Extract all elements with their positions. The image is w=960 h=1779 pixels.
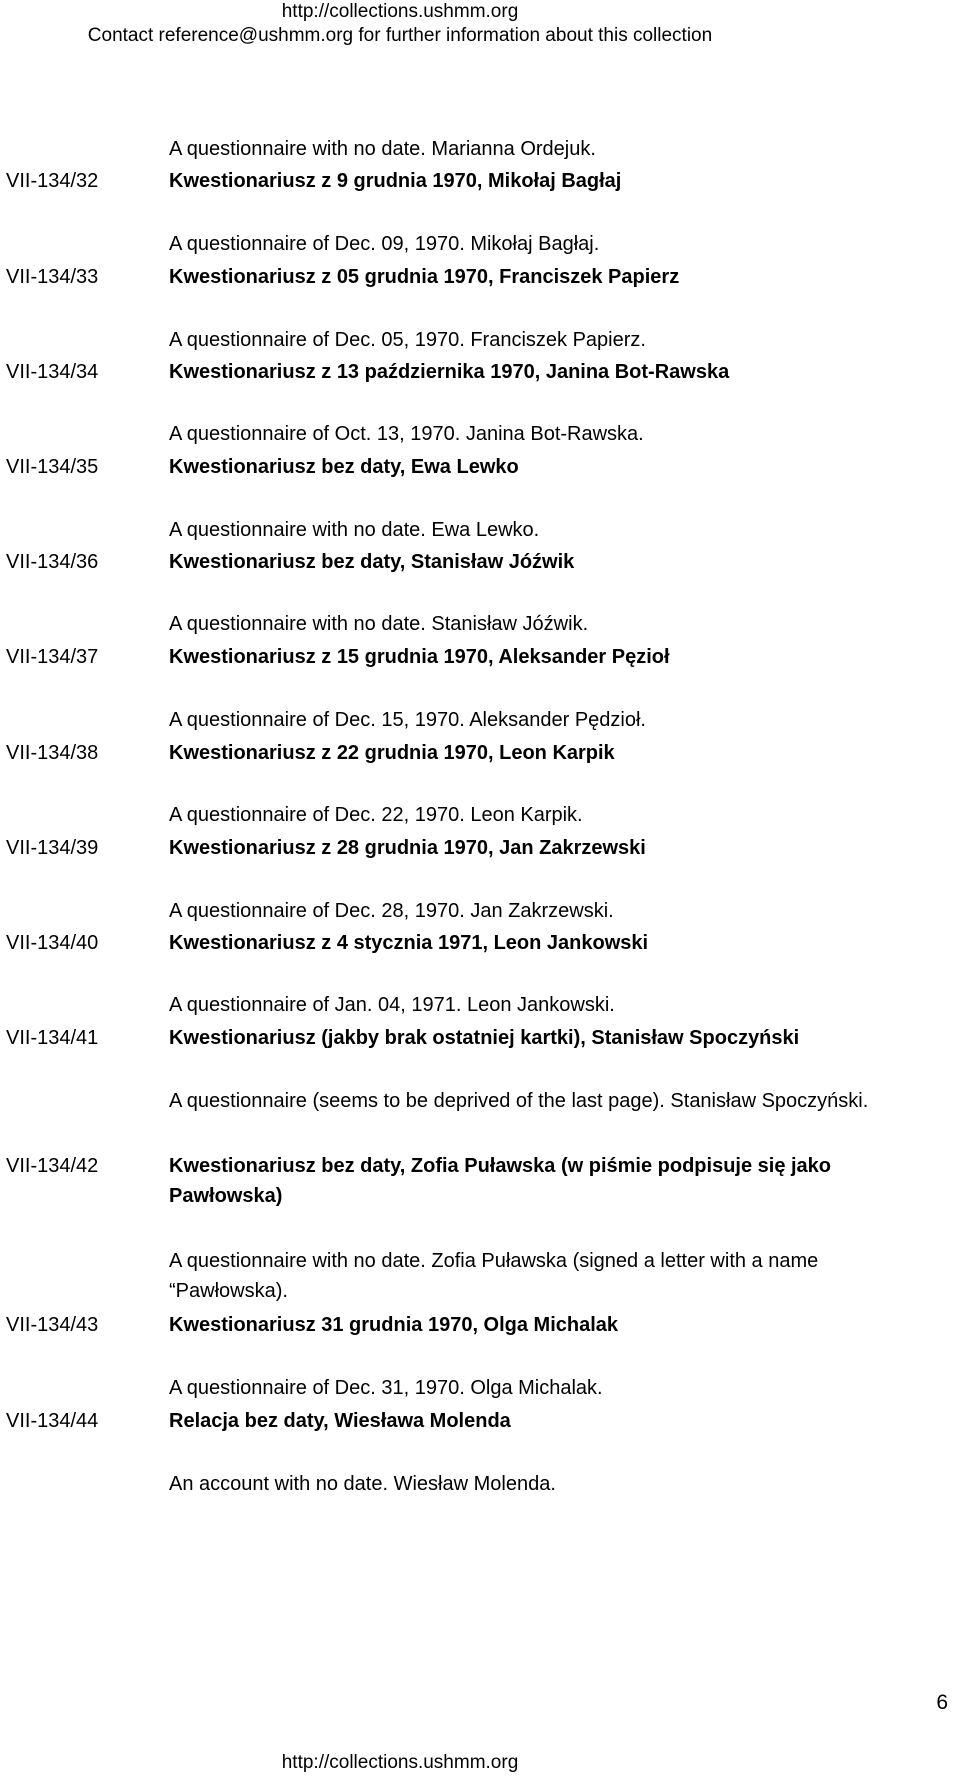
entry-polish-title: Kwestionariusz z 4 stycznia 1971, Leon Jankowski (169, 932, 649, 954)
entry-english-description: A questionnaire with no date. Ewa Lewko. (169, 519, 540, 541)
entry-code: VII-134/35 (6, 456, 99, 478)
entry-english-description: A questionnaire of Dec. 31, 1970. Olga Michalak. (169, 1377, 603, 1399)
header-contact-line: Contact reference@ushmm.org for further information about this collection (87, 25, 713, 46)
entry-code: VII-134/44 (6, 1410, 99, 1432)
entry-polish-title: Kwestionariusz z 13 października 1970, Janina Bot-Rawska (169, 361, 730, 383)
entry-code: VII-134/37 (6, 646, 99, 668)
entry-english-description: A questionnaire with no date. Stanisław Jóźwik. (169, 613, 589, 635)
entry-code: VII-134/41 (6, 1027, 99, 1049)
entry-english-description: A questionnaire of Dec. 28, 1970. Jan Zakrzewski. (169, 900, 614, 922)
entry-polish-title: Kwestionariusz bez daty, Stanisław Jóźwik (169, 551, 575, 573)
footer-url: http://collections.ushmm.org (281, 1752, 519, 1773)
entry-code: VII-134/43 (6, 1314, 99, 1336)
entry-code: VII-134/36 (6, 551, 99, 573)
entry-polish-title: Kwestionariusz z 22 grudnia 1970, Leon Karpik (169, 742, 615, 764)
entry-english-description: A questionnaire of Jan. 04, 1971. Leon Jankowski. (169, 994, 615, 1016)
entry-english-description: An account with no date. Wiesław Molenda. (169, 1473, 556, 1495)
entry-english-description: A questionnaire (seems to be deprived of the last page). Stanisław Spoczyński. (169, 1090, 869, 1112)
page-number: 6 (936, 1691, 948, 1714)
entry-english-description: A questionnaire of Dec. 05, 1970. Franciszek Papierz. (169, 329, 646, 351)
entry-polish-title: Kwestionariusz (jakby brak ostatniej kartki), Stanisław Spoczyński (169, 1027, 800, 1049)
entry-polish-title: Kwestionariusz bez daty, Zofia Puławska (w piśmie podpisuje się jako Pawłowska) (169, 1155, 832, 1207)
entry-code: VII-134/33 (6, 266, 99, 288)
entry-code: VII-134/34 (6, 361, 99, 383)
entry-code: VII-134/32 (6, 170, 99, 192)
entry-polish-title: Kwestionariusz z 9 grudnia 1970, Mikołaj Bagłaj (169, 170, 622, 192)
entry-code: VII-134/42 (6, 1155, 99, 1177)
entry-code: VII-134/38 (6, 742, 99, 764)
entry-english-description: A questionnaire of Dec. 15, 1970. Aleksander Pędzioł. (169, 709, 646, 731)
entry-english-description: A questionnaire of Dec. 22, 1970. Leon Karpik. (169, 804, 583, 826)
entry-polish-title: Kwestionariusz 31 grudnia 1970, Olga Michalak (169, 1314, 619, 1336)
entry-polish-title: Relacja bez daty, Wiesława Molenda (169, 1410, 511, 1432)
entry-polish-title: Kwestionariusz z 15 grudnia 1970, Aleksander Pęzioł (169, 646, 670, 668)
entry-code: VII-134/39 (6, 837, 99, 859)
entry-polish-title: Kwestionariusz z 05 grudnia 1970, Franciszek Papierz (169, 266, 680, 288)
entry-english-description: A questionnaire of Oct. 13, 1970. Janina Bot-Rawska. (169, 423, 644, 445)
entry-polish-title: Kwestionariusz bez daty, Ewa Lewko (169, 456, 519, 478)
entry-english-description: A questionnaire with no date. Zofia Puławska (signed a letter with a name “Pawłowska). (169, 1250, 819, 1302)
entry-english-description: A questionnaire with no date. Marianna Ordejuk. (169, 138, 596, 160)
entry-english-description: A questionnaire of Dec. 09, 1970. Mikołaj Bagłaj. (169, 233, 600, 255)
entry-code: VII-134/40 (6, 932, 99, 954)
entry-polish-title: Kwestionariusz z 28 grudnia 1970, Jan Zakrzewski (169, 837, 646, 859)
header-url: http://collections.ushmm.org (281, 1, 519, 22)
